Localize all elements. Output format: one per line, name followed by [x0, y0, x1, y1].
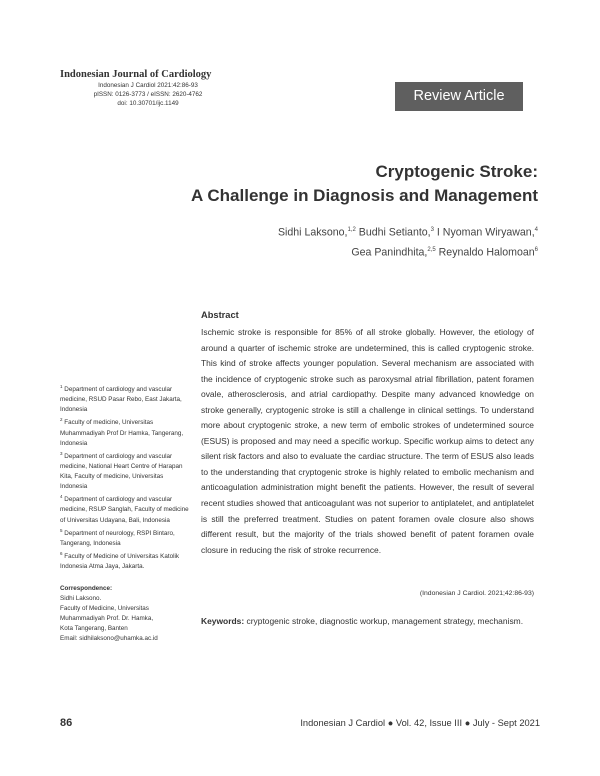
abstract-citation: (Indonesian J Cardiol. 2021;42:86-93): [419, 590, 534, 597]
keywords-text: cryptogenic stroke, diagnostic workup, management strategy, mechanism.: [246, 616, 524, 626]
author-affiliation-ref: 2,5: [427, 246, 436, 253]
abstract-body: Ischemic stroke is responsible for 85% of all stroke globally. However, the etiology of around a quarter of ischemic stroke are undetermined, this is called cryptogenic stroke. This kind of stroke affects younger population. Several mechanism are associated with the incidence of cryptogenic stroke such as paroxysmal atrial fibrillation, patent foramen ovale, atherosclerosis, and atrial cardiopathy. Despite many advanced knowledge on stroke generally, cryptogenic stroke is still a challenge in clinical settings. To understand more about cryptogenic stroke, a new term of embolic strokes of undetermined source (ESUS) is proposed and may need a specific workup. Specific workup aims to detect any silent risk factors and also to evaluate the cardiac structure. The term of ESUS also leads to the understanding that cryptogenic stroke is highly related to embolic mechanism and anticoagulation administration might benefit the patients. However, the result of several recent studies showed that anticoagulant was not superior to antiplatelet, and antiplatelet is still the preferred treatment. Studies on patent foramen ovale closure also shows different result, but the majority of the trials showed benefit of patent foramen ovale closure in reducing the risk of stroke recurrence.: [201, 327, 534, 555]
author-name: Budhi Setianto,: [358, 226, 431, 239]
footer-journal-info: Indonesian J Cardiol ● Vol. 42, Issue III ● July - Sept 2021: [300, 718, 540, 728]
paper-title-line-2: A Challenge in Diagnosis and Management: [191, 186, 538, 205]
author-list: [138, 222, 538, 261]
affiliation-text: Department of neurology, RSPI Bintaro, Tangerang, Indonesia: [60, 529, 175, 547]
journal-citation-line: Indonesian J Cardiol 2021:42:86-93: [98, 82, 198, 89]
affiliations: [60, 382, 192, 572]
correspondence-name: Sidhi Laksono.: [60, 595, 102, 603]
correspondence-address-line: Kota Tangerang, Banten: [60, 625, 128, 633]
affiliation-item: [60, 492, 192, 525]
author-line-1: [138, 222, 538, 242]
affiliation-text: Faculty of Medicine of Universitas Katolik Indonesia Atma Jaya, Jakarta.: [60, 552, 180, 571]
affiliation-number: 4: [60, 494, 63, 500]
journal-name: Indonesian Journal of Cardiology: [60, 69, 212, 80]
affiliation-number: 5: [60, 527, 63, 533]
abstract-heading: Abstract: [201, 310, 239, 320]
journal-meta: [60, 82, 230, 108]
journal-doi-line: doi: 10.30701/ijc.1149: [117, 99, 179, 107]
affiliation-text: Department of cardiology and vascular medicine, RSUP Sanglah, Faculty of medicine of Universitas Udayana, Bali, Indonesia: [60, 496, 189, 524]
keywords: [201, 614, 534, 630]
correspondence-heading: Correspondence:: [60, 585, 113, 592]
affiliation-item: [60, 449, 192, 492]
affiliation-number: 2: [60, 417, 63, 423]
author-line-2: [138, 242, 538, 262]
journal-issn-line: pISSN: 0126-3773 / eISSN: 2620-4762: [93, 90, 203, 98]
paper-title: [118, 160, 538, 208]
affiliation-item: [60, 415, 192, 448]
affiliation-number: 6: [60, 550, 63, 556]
affiliation-item: [60, 526, 192, 549]
affiliation-number: 3: [60, 450, 63, 456]
journal-header: [60, 69, 230, 108]
author-name: Sidhi Laksono,: [277, 226, 348, 239]
author-name: Gea Panindhita,: [351, 246, 428, 259]
affiliation-text: Faculty of medicine, Universitas Muhammadiyah Prof Dr Hamka, Tangerang, Indonesia: [60, 419, 184, 447]
affiliation-text: Department of cardiology and vascular medicine, RSUD Pasar Rebo, East Jakarta, Indonesia: [60, 386, 182, 414]
author-affiliation-ref: 6: [534, 246, 538, 253]
affiliation-item: [60, 549, 192, 572]
author-affiliation-ref: 3: [430, 227, 434, 233]
page-number: 86: [60, 717, 73, 729]
affiliation-number: 1: [60, 384, 63, 389]
correspondence: [60, 584, 200, 645]
paper-title-line-1: Cryptogenic Stroke:: [375, 162, 538, 181]
correspondence-email: Email: sidhilaksono@uhamka.ac.id: [60, 635, 158, 643]
affiliation-text: Department of cardiology and vascular medicine, National Heart Centre of Harapan Kita, Faculty of medicine, Universitas Indonesia: [60, 452, 183, 491]
keywords-label: Keywords:: [201, 616, 245, 626]
article-type-banner: Review Article: [395, 82, 523, 111]
author-name: Reynaldo Halomoan: [438, 246, 535, 259]
correspondence-address-line: Faculty of Medicine, Universitas: [60, 605, 149, 613]
author-affiliation-ref: 4: [534, 227, 538, 233]
affiliation-item: [60, 382, 192, 415]
author-affiliation-ref: 1,2: [347, 227, 356, 233]
correspondence-address-line: Muhammadiyah Prof. Dr. Hamka,: [60, 615, 154, 623]
author-name: I Nyoman Wiryawan,: [436, 226, 535, 239]
